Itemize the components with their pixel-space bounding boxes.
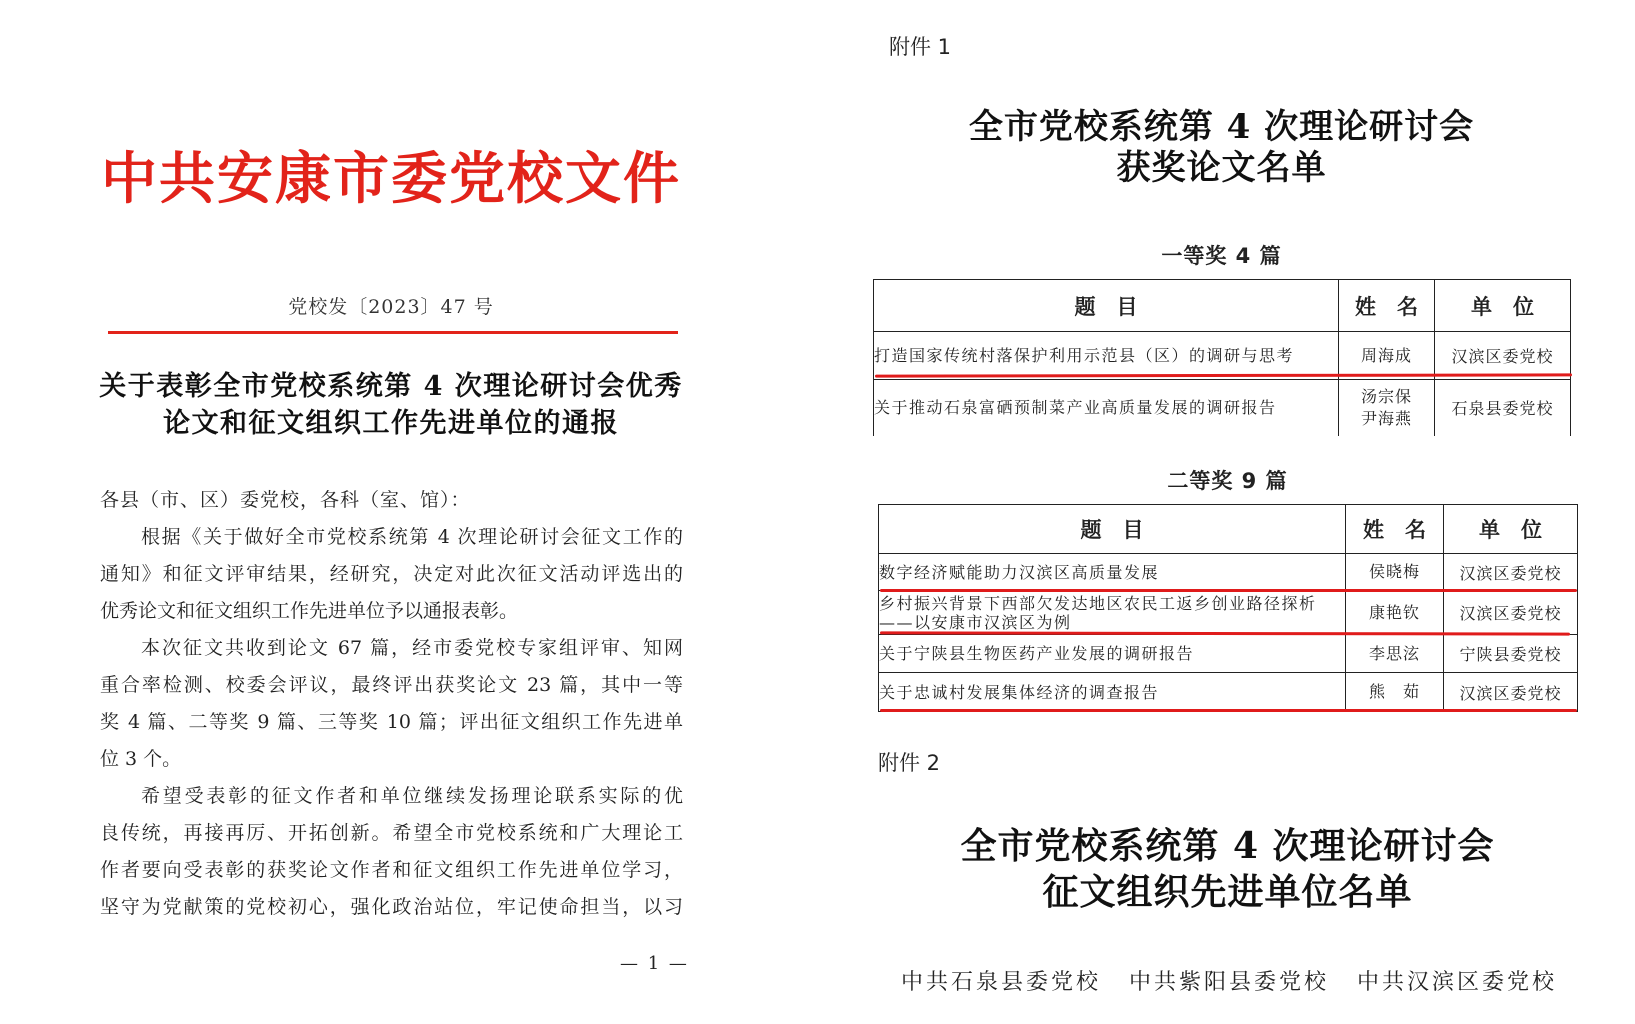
annex-2-title xyxy=(878,823,1577,915)
table-header-row xyxy=(874,280,1571,332)
unit-cell: 宁陕县委党校 xyxy=(1444,635,1578,673)
table-header-row xyxy=(879,505,1578,554)
annex-title-line: 征文组织先进单位名单 xyxy=(1042,871,1413,913)
column-header-title: 题 目 xyxy=(874,280,1339,332)
paper-title: 关于推动石泉富硒预制菜产业高质量发展的调研报告 xyxy=(874,398,1277,418)
unit-cell: 汉滨区委党校 xyxy=(1435,332,1571,380)
body-line: 作者要向受表彰的获奖论文作者和征文组织工作先进单位学习， xyxy=(100,859,683,881)
body-line: 坚守为党献策的党校初心，强化政治站位，牢记使命担当，以习 xyxy=(100,896,683,918)
table-row xyxy=(879,554,1578,591)
table-row xyxy=(874,332,1571,380)
author-name: 李思泫 xyxy=(1368,643,1420,663)
paper-title-cell xyxy=(879,673,1346,712)
body-line: 良传统，再接再厉、开拓创新。希望全市党校系统和广大理论工 xyxy=(100,822,683,844)
paper-title: 打造国家传统村落保护利用示范县（区）的调研与思考 xyxy=(874,346,1295,365)
body-line: 希望受表彰的征文作者和单位继续发扬理论联系实际的优 xyxy=(141,785,683,807)
advanced-unit: 中共紫阳县委党校 xyxy=(1129,970,1330,995)
paper-title: 关于宁陕县生物医药产业发展的调研报告 xyxy=(879,644,1195,663)
unit-cell: 汉滨区委党校 xyxy=(1444,554,1578,591)
second-prize-heading: 二等奖 9 篇 xyxy=(1167,469,1288,493)
author-name: 侯晓梅 xyxy=(1368,562,1420,581)
annex-2-label: 附件 2 xyxy=(878,751,941,775)
paper-title-cell xyxy=(879,635,1346,673)
annex-title-line: 全市党校系统第 4 次理论研讨会 xyxy=(960,825,1495,867)
paper-title-cell xyxy=(874,332,1339,380)
notice-title xyxy=(0,368,782,442)
second-prize-table xyxy=(878,504,1578,712)
paper-title: 数字经济赋能助力汉滨区高质量发展 xyxy=(879,562,1160,582)
body-line: 本次征文共收到论文 67 篇，经市委党校专家组评审、知网 xyxy=(141,637,683,659)
author-cell xyxy=(1346,591,1444,635)
author-cell xyxy=(1339,332,1435,380)
column-header-name: 姓 名 xyxy=(1346,505,1444,554)
table-row xyxy=(879,673,1578,712)
unit-cell: 石泉县委党校 xyxy=(1435,380,1571,436)
paper-title-cell xyxy=(874,380,1339,436)
unit-cell: 汉滨区委党校 xyxy=(1444,591,1578,635)
page-number: — 1 — xyxy=(620,953,689,974)
notice-title-line: 论文和征文组织工作先进单位的通报 xyxy=(163,408,619,439)
first-prize-heading: 一等奖 4 篇 xyxy=(1161,244,1282,268)
column-header-name: 姓 名 xyxy=(1339,280,1435,332)
body-line: 优秀论文和征文组织工作先进单位予以通报表彰。 xyxy=(100,600,519,622)
advanced-unit: 中共汉滨区委党校 xyxy=(1357,970,1558,995)
author-name: 汤宗保 xyxy=(1360,386,1412,406)
red-divider-line xyxy=(108,331,678,334)
salutation: 各县（市、区）委党校，各科（室、馆）： xyxy=(100,489,471,511)
column-header-unit: 单 位 xyxy=(1444,505,1578,554)
author-cell xyxy=(1339,380,1435,436)
notice-title-line: 关于表彰全市党校系统第 4 次理论研讨会优秀 xyxy=(99,371,683,402)
annex-page xyxy=(820,0,1635,1024)
annex-1-label: 附件 1 xyxy=(889,35,952,59)
body-line: 位 3 个。 xyxy=(100,748,182,770)
body-line: 根据《关于做好全市党校系统第 4 次理论研讨会征文工作的 xyxy=(141,526,683,548)
annex-title-line: 全市党校系统第 4 次理论研讨会 xyxy=(968,107,1475,147)
column-header-unit: 单 位 xyxy=(1435,280,1571,332)
author-cell xyxy=(1346,635,1444,673)
author-name: 熊 茹 xyxy=(1368,682,1420,701)
table-row xyxy=(874,380,1571,436)
red-marker-underline xyxy=(880,589,1577,592)
paper-title: 乡村振兴背景下西部欠发达地区农民工返乡创业路径探析 xyxy=(879,593,1317,613)
document-number: 党校发〔2023〕47 号 xyxy=(288,296,494,318)
paper-title-cell xyxy=(879,591,1346,635)
author-name: 尹海燕 xyxy=(1360,408,1412,428)
table-row xyxy=(879,635,1578,673)
annex-1-title xyxy=(873,107,1570,189)
notice-document-page xyxy=(0,0,782,1024)
paper-title: 关于忠诚村发展集体经济的调查报告 xyxy=(879,682,1160,702)
annex-title-line: 获奖论文名单 xyxy=(1116,148,1327,188)
body-line: 通知》和征文评审结果，经研究，决定对此次征文活动评选出的 xyxy=(100,563,683,585)
red-header-title: 中共安康市委党校文件 xyxy=(101,146,681,212)
advanced-unit: 中共石泉县委党校 xyxy=(901,970,1102,995)
author-name: 康艳钦 xyxy=(1368,602,1420,622)
column-header-title: 题 目 xyxy=(879,505,1346,554)
paper-title-cell xyxy=(879,554,1346,591)
body-line: 重合率检测、校委会评议，最终评出获奖论文 23 篇，其中一等 xyxy=(100,674,683,696)
author-cell xyxy=(1346,554,1444,591)
paper-subtitle: ——以安康市汉滨区为例 xyxy=(879,612,1072,632)
unit-cell: 汉滨区委党校 xyxy=(1444,673,1578,712)
notice-body xyxy=(100,519,683,926)
red-marker-underline xyxy=(880,709,1577,712)
author-cell xyxy=(1346,673,1444,712)
body-line: 奖 4 篇、二等奖 9 篇、三等奖 10 篇；评出征文组织工作先进单 xyxy=(100,711,683,733)
table-row xyxy=(879,591,1578,635)
first-prize-table xyxy=(873,279,1571,436)
author-name: 周海成 xyxy=(1360,345,1412,365)
